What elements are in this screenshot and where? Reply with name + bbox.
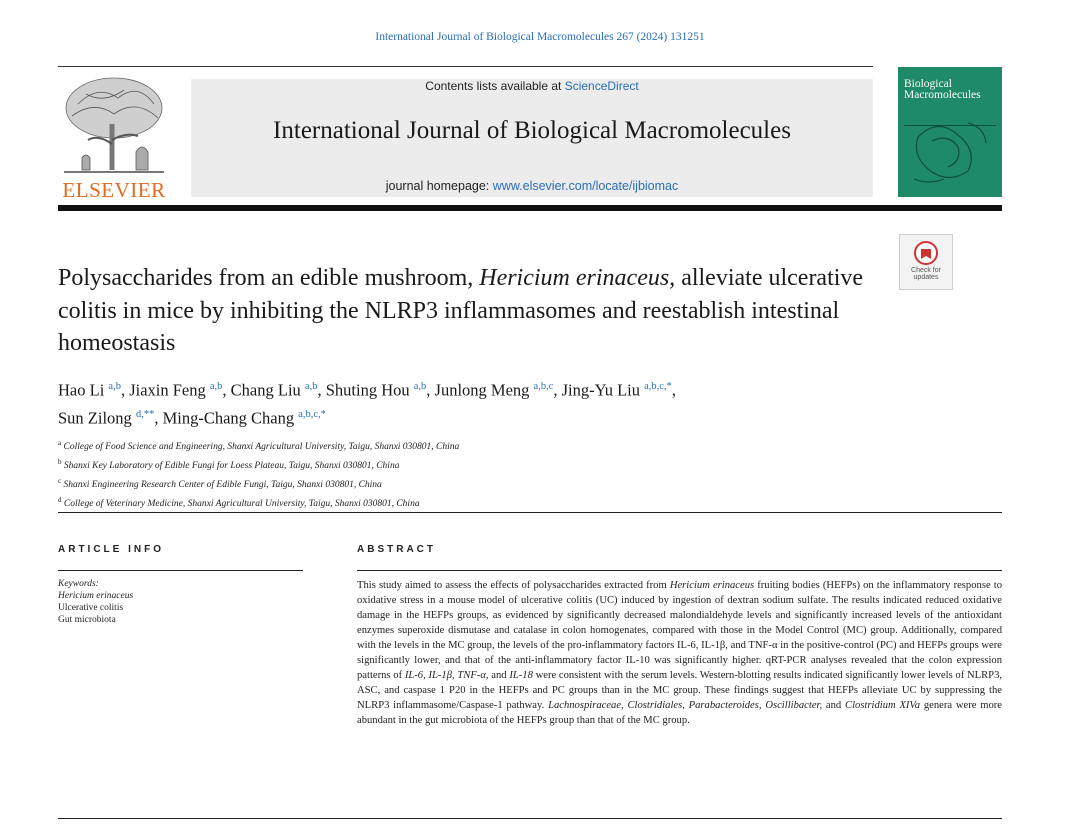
author-affiliation-marks[interactable]: a,b,c,* [298,408,326,420]
abstract-segment: genera were more abundant in the gut microbiota of the HEFPs group than that of the MC group. [357,700,1002,726]
abstract-segment: This study aimed to assess the effects of polysaccharides extracted from [357,580,670,591]
sciencedirect-link[interactable]: ScienceDirect [564,79,639,93]
author-separator: , [120,380,130,400]
contents-line [191,79,873,93]
affiliation-text: Shanxi Engineering Research Center of Edible Fungi, Taigu, Shanxi 030801, China [63,480,382,491]
author-affiliation-marks[interactable]: a,b [108,381,121,392]
title-part1: Polysaccharides from an edible mushroom, [58,265,480,291]
cover-title-line2: Macromolecules [904,89,981,101]
author-affiliation-marks[interactable]: a,b [304,381,318,392]
cover-title-line1: Biological [904,78,952,90]
abstract-gene: IL-18 [509,670,533,681]
affiliation-item [58,436,758,455]
author-name[interactable]: Sun Zilong [58,408,132,427]
elsevier-tree-logo-icon [58,74,170,178]
author-separator: , [154,408,163,427]
abstract-segment: were consistent with the serum levels. Western-blotting results indicated significantly lower levels of NLRP3, ASC, and caspase 1 P20 in the HEFPs and PC groups than in the MC group. These findings suggest that HEFPs alleviate UC by suppressing the NLRP3 inflammasome/Caspase-1 pathway. [357,670,1003,711]
journal-cover-thumbnail[interactable] [898,67,1002,197]
check-updates-line2: updates [913,274,939,281]
abstract-rule [357,570,1002,571]
check-updates-icon [914,241,938,265]
author-name[interactable]: Jiaxin Feng [129,380,206,400]
abstract-taxon: Clostridium XIVa [845,700,921,711]
affiliation-item [58,474,758,493]
cover-molecule-art-icon [898,67,1002,197]
author-name[interactable]: Junlong Meng [434,380,530,400]
author-affiliation-marks[interactable]: d,** [135,408,155,420]
author-name[interactable]: Chang Liu [230,380,301,400]
abstract-segment: and [822,700,846,711]
banner-top-rule [58,66,873,67]
journal-title: International Journal of Biological Macromolecules [273,117,791,144]
author-name[interactable]: Ming-Chang Chang [162,408,295,427]
journal-header [191,79,873,197]
affiliation-mark: c [58,477,62,486]
affiliation-text: Shanxi Key Laboratory of Edible Fungi for Loess Plateau, Taigu, Shanxi 030801, China [63,461,400,472]
affiliation-list [58,436,758,513]
publisher-logo[interactable] [58,74,170,202]
citation-line[interactable]: International Journal of Biological Macromolecules 267 (2024) 131251 [375,31,705,43]
homepage-prefix: journal homepage: [385,179,493,193]
article-info-heading: ARTICLE INFO [58,544,164,555]
abstract-taxa: Lachnospiraceae, Clostridiales, Parabacteroides, Oscillibacter, [548,700,823,711]
author-separator: , [553,380,562,400]
check-updates-line1: Check for [911,267,941,274]
affiliation-mark: a [58,439,62,447]
abstract-text [357,578,1002,728]
abstract-segment: and [488,670,510,681]
author-separator: , [671,380,676,400]
header-thick-rule [58,205,1002,211]
journal-homepage-link[interactable]: www.elsevier.com/locate/ijbiomac [492,179,679,193]
title-part2: alleviate ulcerative colitis in mice by inhibiting the NLRP3 inflammasomes and reestablish intestinal homeostasis [58,265,864,356]
author-list [58,375,938,430]
keywords-block [58,578,303,626]
bottom-divider [58,818,1002,819]
affiliation-item [58,493,758,512]
article-title [58,262,878,360]
affiliation-mark: d [58,496,62,505]
author-name[interactable]: Hao Li [58,380,105,400]
affiliation-item [58,455,758,474]
author-affiliation-marks[interactable]: a,b [209,381,223,392]
author-separator: , [426,380,435,400]
section-divider [58,512,1002,513]
keyword-item[interactable]: Ulcerative colitis [58,603,124,613]
contents-prefix: Contents lists available at [425,79,565,93]
check-updates-text [900,267,952,281]
abstract-species: Hericium erinaceus [669,580,755,591]
affiliation-text: College of Food Science and Engineering, Shanxi Agricultural University, Taigu, Shanxi 030801, China [63,442,460,453]
keyword-item[interactable]: Gut microbiota [58,615,116,625]
article-info-rule [58,570,303,571]
abstract-genes: IL-6, IL-1β, TNF-α, [404,670,489,681]
keyword-item[interactable]: Hericium erinaceus [58,591,134,601]
affiliation-mark: b [58,458,62,467]
author-name[interactable]: Shuting Hou [325,380,410,400]
title-species: Hericium erinaceus, [479,265,676,291]
abstract-segment: fruiting bodies (HEFPs) on the inflammatory response to oxidative stress in a mouse model of ulcerative colitis (UC) induced by ingestion of dextran sodium sulfate. The results indicated reduced oxidative damage in the HEFPs groups, as evidenced by significantly decreased malondialdehyde levels and significantly increased levels of the antioxidant enzymes superoxide dismutase and catalase in colon homogenates, compared with those in the Model Control (MC) group. Additionally, compared with the levels in the MC group, the levels of the pro-inflammatory factors IL-6, IL-1β, and TNF-α in the positive-control (PC) and HEFPs groups were significantly lower, and that of the anti-inflammatory factor IL-10 was significantly higher. qRT-PCR analyses revealed that the colon expression patterns of [357,580,1002,681]
author-affiliation-marks[interactable]: a,b,c,* [644,381,672,392]
elsevier-wordmark: ELSEVIER [62,178,166,202]
author-affiliation-marks[interactable]: a,b [413,381,427,392]
check-for-updates-badge[interactable] [899,234,953,290]
affiliation-text: College of Veterinary Medicine, Shanxi Agricultural University, Taigu, Shanxi 030801, China [63,499,420,510]
author-affiliation-marks[interactable]: a,b,c [533,381,554,392]
author-separator: , [317,380,326,400]
abstract-heading: ABSTRACT [357,544,436,555]
keywords-label: Keywords: [58,579,99,589]
homepage-line [191,179,873,193]
author-separator: , [222,380,231,400]
author-name[interactable]: Jing-Yu Liu [561,380,640,400]
